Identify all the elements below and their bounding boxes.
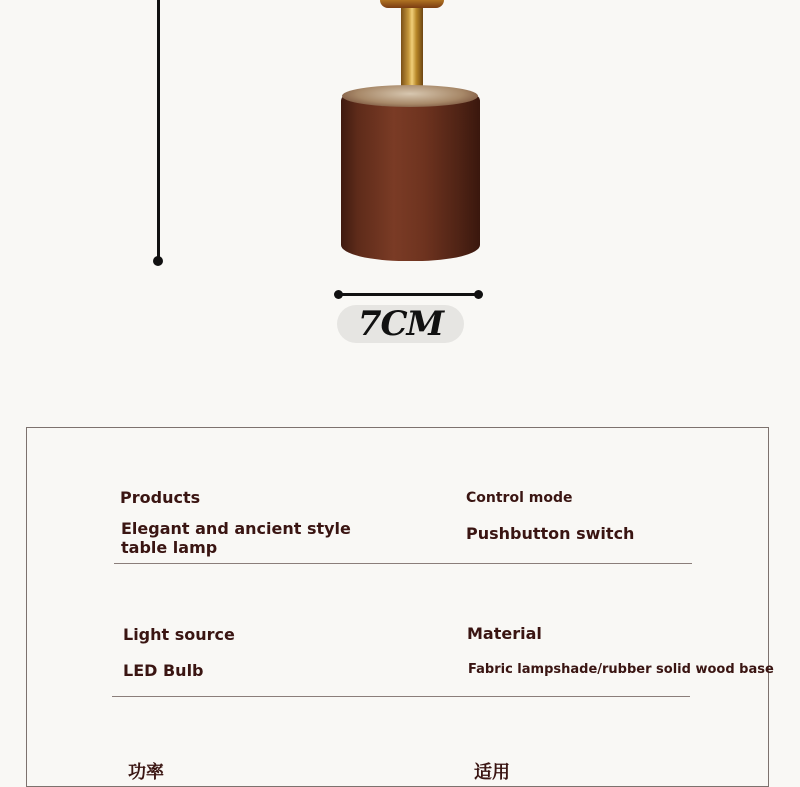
width-dimension-endpoint-left <box>334 290 343 299</box>
lamp-stem-collar <box>380 0 444 8</box>
control-mode-value: Pushbutton switch <box>466 524 635 543</box>
height-dimension-line <box>157 0 160 260</box>
height-dimension-endpoint <box>153 256 163 266</box>
products-title: Products <box>120 488 201 507</box>
products-value: Elegant and ancient style table lamp <box>121 519 351 557</box>
control-mode-title: Control mode <box>466 490 573 506</box>
light-source-value: LED Bulb <box>123 661 204 680</box>
width-dimension-line <box>339 293 479 296</box>
row-divider <box>112 696 690 697</box>
power-title: 功率 <box>128 762 164 783</box>
lamp-wood-base <box>341 95 480 261</box>
width-badge <box>337 305 464 343</box>
applicable-title: 适用 <box>474 762 510 783</box>
material-value: Fabric lampshade/rubber solid wood base <box>468 662 774 677</box>
light-source-title: Light source <box>123 625 235 644</box>
lamp-base-cap <box>342 85 478 107</box>
spec-panel <box>26 427 769 787</box>
row-divider <box>114 563 692 564</box>
width-label: 7CM <box>357 304 444 344</box>
material-title: Material <box>467 624 542 643</box>
width-dimension-endpoint-right <box>474 290 483 299</box>
